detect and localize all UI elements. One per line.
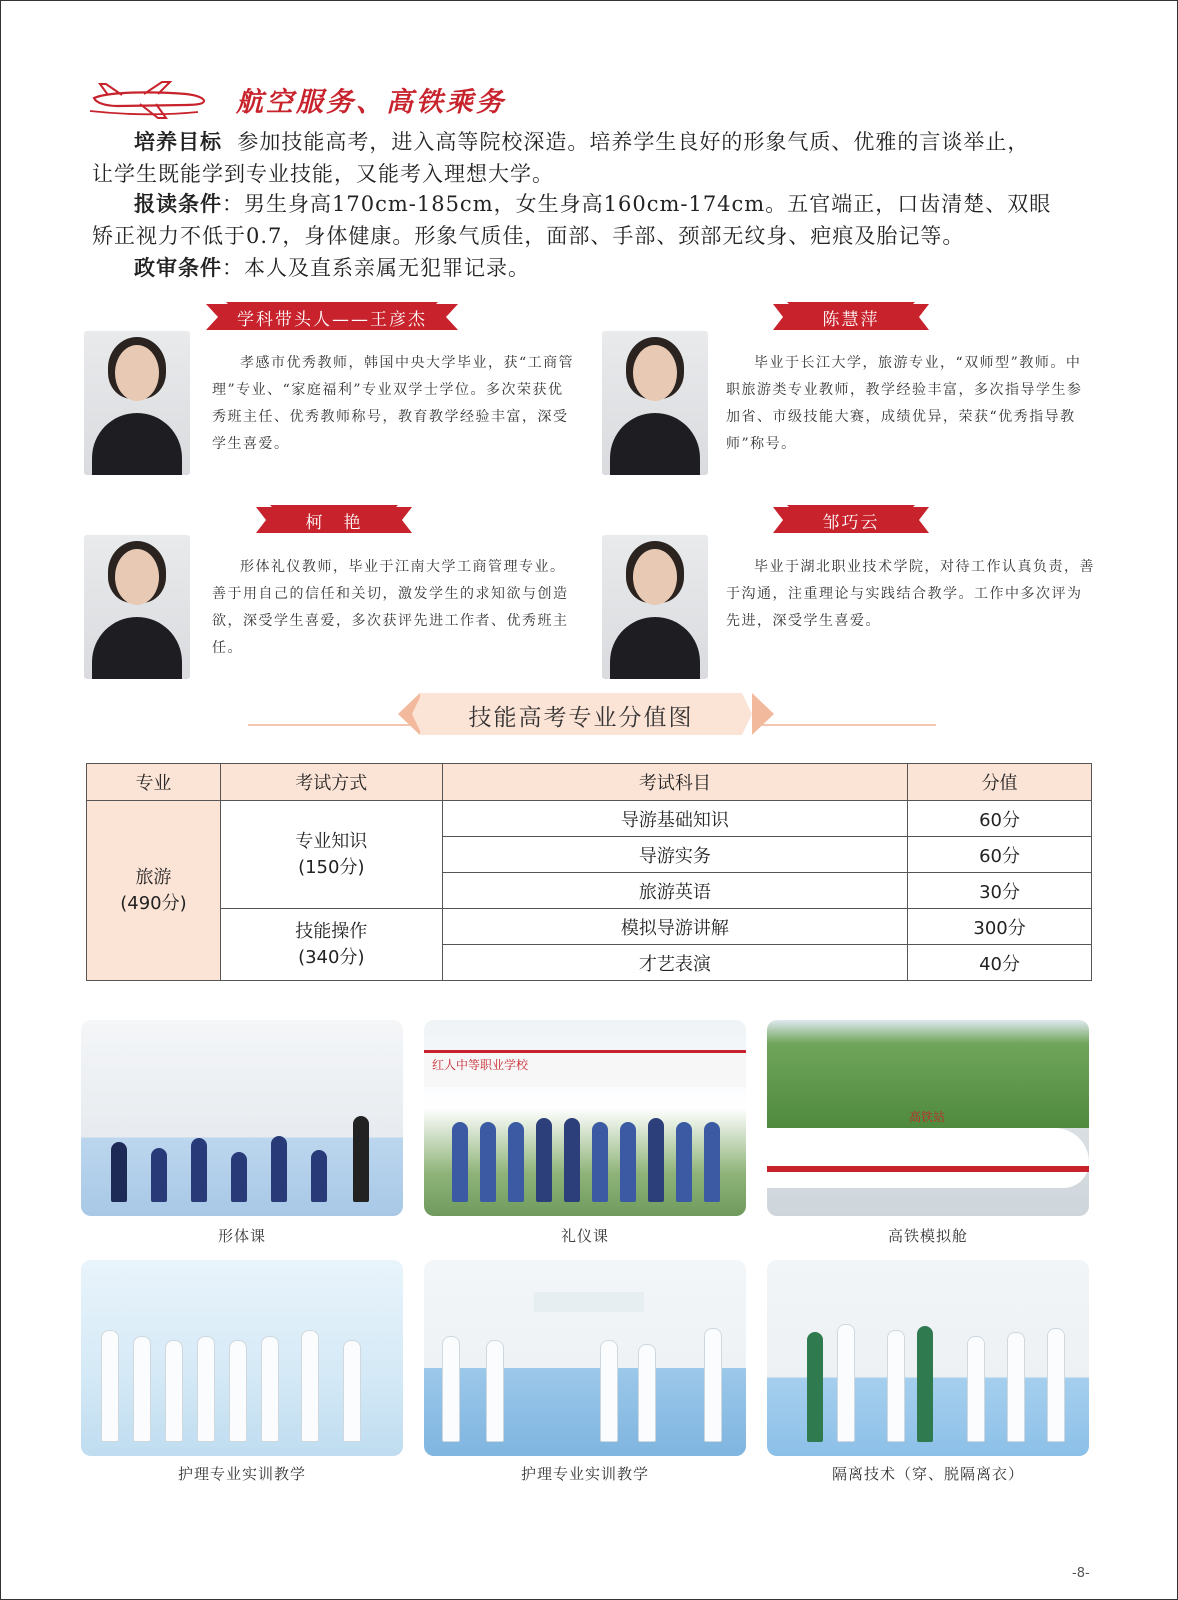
- photo-train-cabin: [767, 1020, 1089, 1216]
- page-number: -8-: [1072, 1566, 1090, 1581]
- chevron-right-inner: [742, 693, 752, 735]
- title-rule-right: [762, 724, 936, 726]
- table-title-box: [420, 693, 742, 735]
- teacher-bio: 形体礼仪教师，毕业于江南大学工商管理专业。善于用自己的信任和关切，激发学生的求知欲与创造欲，深受学生喜爱，多次获评先进工作者、优秀班主任。: [212, 559, 569, 656]
- teacher-bio: 毕业于湖北职业技术学院，对待工作认真负责，善于沟通，注重理论与实践结合教学。工作中多次评为先进，深受学生喜爱。: [726, 559, 1095, 629]
- method-cell: [220, 909, 442, 981]
- goal-label: 培养目标: [134, 129, 222, 154]
- condition-paragraph: [92, 188, 1092, 252]
- subject-cell: 导游基础知识: [442, 801, 907, 837]
- condition-label: 报读条件: [134, 191, 222, 216]
- chevron-right-icon: [752, 693, 774, 735]
- method-name: 技能操作: [295, 920, 368, 942]
- teacher-photo: [602, 331, 708, 475]
- photo-etiquette-class: [424, 1020, 746, 1216]
- goal-paragraph: [92, 126, 1092, 190]
- teacher-bio: 孝感市优秀教师，韩国中央大学毕业，获“工商管理”专业、“家庭福利”专业双学士学位。多次荣获优秀班主任、优秀教师称号，教育教学经验丰富，深受学生喜爱。: [212, 355, 575, 452]
- subject-cell: 模拟导游讲解: [442, 909, 907, 945]
- method-total: (150分): [298, 856, 365, 878]
- teacher-name: 学科带头人——王彦杰: [237, 310, 427, 330]
- photo-caption: 形体课: [217, 1227, 266, 1245]
- review-text: ：本人及直系亲属无犯罪记录。: [222, 256, 530, 280]
- method-cell: [220, 801, 442, 909]
- teacher-photo: [84, 535, 190, 679]
- header-method: 考试方式: [220, 764, 442, 801]
- teacher-name-tag: [256, 505, 412, 535]
- teacher-photo: [602, 535, 708, 679]
- score-table: [86, 763, 1092, 981]
- subject-cell: 旅游英语: [442, 873, 907, 909]
- method-total: (340分): [298, 946, 365, 968]
- title-rule-left: [248, 724, 418, 726]
- method-name: 专业知识: [295, 830, 368, 852]
- score-cell: 30分: [908, 873, 1092, 909]
- subject-cell: 才艺表演: [442, 945, 907, 981]
- photo-posture-class: [81, 1020, 403, 1216]
- teacher-name: 陈慧萍: [822, 310, 880, 330]
- score-cell: 60分: [908, 801, 1092, 837]
- table-row: [87, 909, 1092, 945]
- teacher-photo: [84, 331, 190, 475]
- goal-text: 参加技能高考，进入高等院校深造。培养学生良好的形象气质、优雅的言谈举止，: [237, 130, 1030, 154]
- teacher-name: 柯 艳: [305, 513, 363, 533]
- teacher-name: 邹巧云: [822, 513, 880, 533]
- major-total: (490分): [120, 892, 187, 914]
- score-cell: 40分: [908, 945, 1092, 981]
- major-cell: [87, 801, 221, 981]
- teacher-name-tag: [773, 302, 929, 332]
- subject-cell: 导游实务: [442, 837, 907, 873]
- photo-caption: 护理专业实训教学: [177, 1465, 306, 1483]
- photo-nursing-training: [424, 1260, 746, 1456]
- condition-text-2: 矫正视力不低于0.7，身体健康。形象气质佳，面部、手部、颈部无纹身、疤痕及胎记等。: [92, 224, 965, 248]
- photo-isolation-technique: [767, 1260, 1089, 1456]
- header-score: 分值: [908, 764, 1092, 801]
- photo-caption: 礼仪课: [560, 1227, 609, 1245]
- score-cell: 300分: [908, 909, 1092, 945]
- condition-text: ：男生身高170cm-185cm，女生身高160cm-174cm。五官端正，口齿清楚、双眼: [222, 192, 1052, 216]
- table-title: 技能高考专业分值图: [468, 705, 694, 731]
- review-label: 政审条件: [134, 255, 222, 280]
- teacher-name-tag: [206, 302, 458, 332]
- photo-caption: 护理专业实训教学: [520, 1465, 649, 1483]
- photo-nursing-training: [81, 1260, 403, 1456]
- photo-caption: 隔离技术（穿、脱隔离衣）: [831, 1465, 1024, 1483]
- score-cell: 60分: [908, 837, 1092, 873]
- teacher-bio: 毕业于长江大学，旅游专业，“双师型”教师。中职旅游类专业教师，教学经验丰富，多次指导学生参加省、市级技能大赛，成绩优异，荣获“优秀指导教师”称号。: [726, 355, 1083, 452]
- section-title: 航空服务、高铁乘务: [236, 87, 506, 118]
- teacher-name-tag: [773, 505, 929, 535]
- header-major: 专业: [87, 764, 221, 801]
- header-subject: 考试科目: [442, 764, 907, 801]
- photo-caption: 高铁模拟舱: [887, 1227, 968, 1245]
- school-sign: 红人中等职业学校: [432, 1058, 529, 1072]
- review-paragraph: [92, 252, 1092, 284]
- table-header-row: [87, 764, 1092, 801]
- goal-text-2: 让学生既能学到专业技能，又能考入理想大学。: [92, 162, 554, 186]
- train-station-sign: 高铁站: [909, 1110, 946, 1124]
- table-row: [87, 801, 1092, 837]
- major-name: 旅游: [135, 866, 172, 888]
- airplane-icon: [88, 78, 208, 122]
